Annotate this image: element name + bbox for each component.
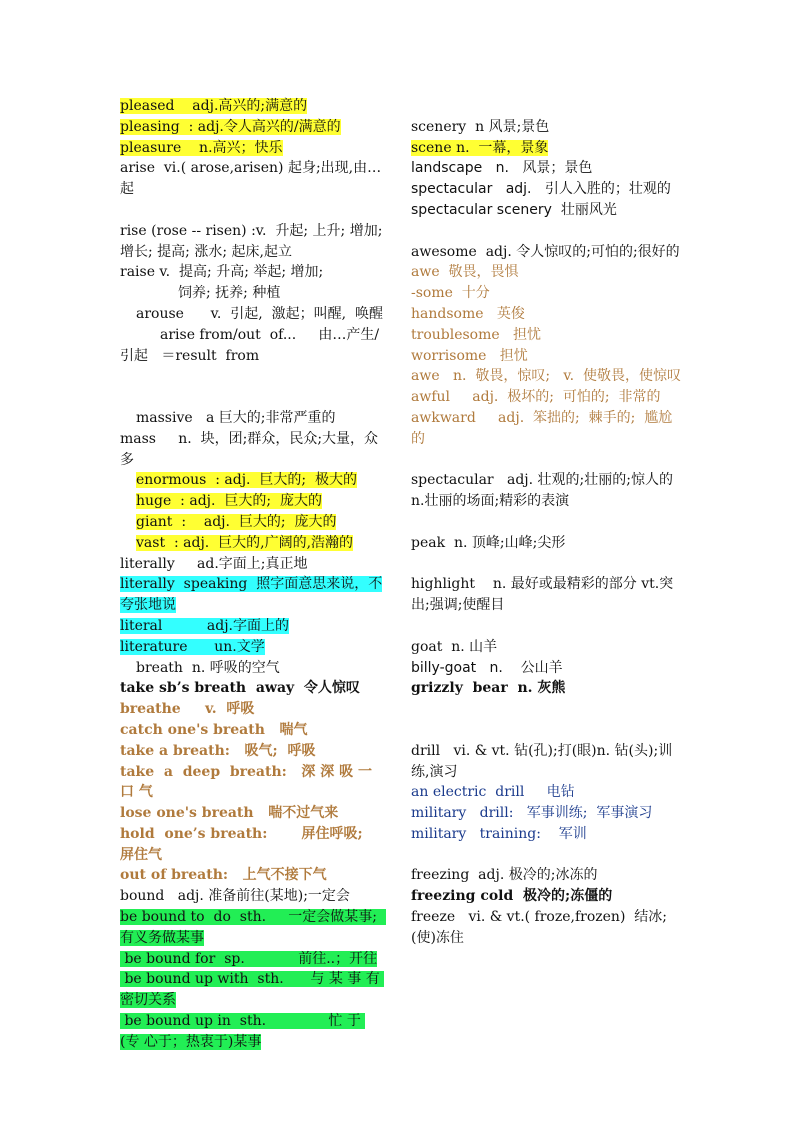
spacer <box>120 200 384 221</box>
entry-spectacular-scenery: spectacular scenery 壮丽风光 <box>411 201 617 218</box>
entry-spectacular: spectacular adj. 壮观的;壮丽的;惊人的 n.壮丽的场面;精彩的表演 <box>411 472 678 510</box>
entry-catch-breath: catch one's breath 喘气 <box>120 721 308 738</box>
entry-take-breath-away: take sb’s breath away 令人惊叹 <box>120 680 360 697</box>
entry-awful: awful adj. 极坏的; 可怕的; 非常的 <box>411 389 661 406</box>
spacer <box>411 845 681 866</box>
entry-out-of-breath: out of breath: 上气不接下气 <box>120 867 327 884</box>
entry-arise: arise vi.( arose,arisen) 起身;出现,由…起 <box>120 160 382 198</box>
entry-lose-breath: lose one's breath 喘不过气来 <box>120 805 339 822</box>
entry-goat: goat n. 山羊 <box>411 638 498 655</box>
entry-some-suffix: -some 十分 <box>411 285 490 302</box>
entry-bound-to: be bound to do sth. 一定会做某事; 有义务做某事 <box>120 909 386 946</box>
spacer <box>411 554 681 575</box>
spacer <box>411 96 681 117</box>
left-column <box>120 96 387 1053</box>
entry-massive: massive a 巨大的;非常严重的 <box>136 409 336 426</box>
entry-enormous: enormous : adj. 巨大的; 极大的 <box>136 472 358 489</box>
spacer <box>120 366 384 408</box>
entry-billy-goat: billy-goat n. 公山羊 <box>411 659 563 676</box>
entry-bound-up-in: be bound up in sth. 忙 于 (专 心于；热衷于)某事 <box>120 1013 366 1050</box>
entry-worrisome: worrisome 担忧 <box>411 347 528 364</box>
entry-scene: scene n. 一幕，景象 <box>411 139 549 156</box>
entry-pleasing: pleasing : adj.令人高兴的/满意的 <box>120 118 341 135</box>
entry-literature: literature un.文学 <box>120 638 265 655</box>
entry-troublesome: troublesome 担忧 <box>411 326 542 343</box>
entry-freezing-cold: freezing cold 极冷的;冻僵的 <box>411 888 613 905</box>
entry-raise-cont: 饲养; 抚养; 种植 <box>178 285 281 302</box>
entry-military-drill: military drill: 军事训练; 军事演习 <box>411 805 653 822</box>
spacer <box>411 512 681 533</box>
entry-awesome: awesome adj. 令人惊叹的;可怕的;很好的 <box>411 243 680 260</box>
entry-take-deep-breath: take a deep breath: 深 深 吸 一 口 气 <box>120 763 377 801</box>
entry-giant: giant : adj. 巨大的; 庞大的 <box>136 513 337 530</box>
entry-arouse: arouse v. 引起, 激起；叫醒, 唤醒 <box>136 305 383 322</box>
entry-freeze: freeze vi. & vt.( froze,frozen) 结冰;(使)冻住 <box>411 909 668 946</box>
entry-raise: raise v. 提高; 升高; 举起; 增加; <box>120 264 324 281</box>
entry-grizzly-bear: grizzly bear n. 灰熊 <box>411 680 566 697</box>
entry-arise-from: arise from/out of... 由…产生/引起 ＝result from <box>120 326 380 364</box>
entry-awkward: awkward adj. 笨拙的; 棘手的; 尴尬的 <box>411 409 673 447</box>
entry-drill: drill vi. & vt. 钻(孔);打(眼)n. 钻(头);训练,演习 <box>411 742 673 780</box>
spacer <box>411 221 681 242</box>
entry-pleased: pleased adj.高兴的;满意的 <box>120 98 308 114</box>
entry-mass: mass n. 块，团;群众，民众;大量，众多 <box>120 430 379 468</box>
entry-bound: bound adj. 准备前往(某地);一定会 <box>120 888 350 905</box>
entry-rise: rise (rose -- risen) :v. 升起; 上升; 增加; 增长; 提高; 涨水; 起床,起立 <box>120 222 387 260</box>
entry-handsome: handsome 英俊 <box>411 305 525 322</box>
entry-bound-for: be bound for sp. 前往..；开往 <box>120 950 378 967</box>
entry-take-a-breath: take a breath: 吸气; 呼吸 <box>120 742 316 759</box>
entry-breath: breath n. 呼吸的空气 <box>136 659 280 676</box>
entry-awe: awe n. 敬畏，惊叹; v. 使敬畏，使惊叹 <box>411 368 681 385</box>
entry-electric-drill: an electric drill 电钻 <box>411 784 575 801</box>
entry-peak: peak n. 顶峰;山峰;尖形 <box>411 534 566 551</box>
entry-vast: vast : adj. 巨大的,广阔的,浩瀚的 <box>136 534 354 551</box>
entry-freezing: freezing adj. 极冷的;冰冻的 <box>411 867 598 884</box>
entry-literally-speaking: literally speaking 照字面意思来说，不夸张地说 <box>120 576 383 614</box>
entry-highlight: highlight n. 最好或最精彩的部分 vt.突出;强调;使醒目 <box>411 576 674 614</box>
entry-breathe: breathe v. 呼吸 <box>120 701 255 718</box>
entry-pleasure: pleasure n.高兴；快乐 <box>120 139 283 156</box>
entry-hold-breath: hold one’s breath: 屏住呼吸; 屏住气 <box>120 825 373 863</box>
entry-spectacular-adj: spectacular adj. 引人入胜的；壮观的 <box>411 181 671 198</box>
entry-huge: huge : adj. 巨大的; 庞大的 <box>136 493 322 510</box>
right-column <box>411 96 681 949</box>
entry-landscape: landscape n. 风景；景色 <box>411 160 593 177</box>
entry-scenery: scenery n 风景;景色 <box>411 118 550 135</box>
spacer <box>411 616 681 637</box>
entry-awe-noun: awe 敬畏，畏惧 <box>411 264 519 281</box>
entry-military-training: military training: 军训 <box>411 825 587 842</box>
spacer <box>411 699 681 741</box>
entry-literally: literally ad.字面上;真正地 <box>120 555 308 572</box>
entry-literal: literal adj.字面上的 <box>120 617 289 634</box>
entry-bound-up-with: be bound up with sth. 与 某 事 有 密切关系 <box>120 971 385 1009</box>
spacer <box>411 450 681 471</box>
